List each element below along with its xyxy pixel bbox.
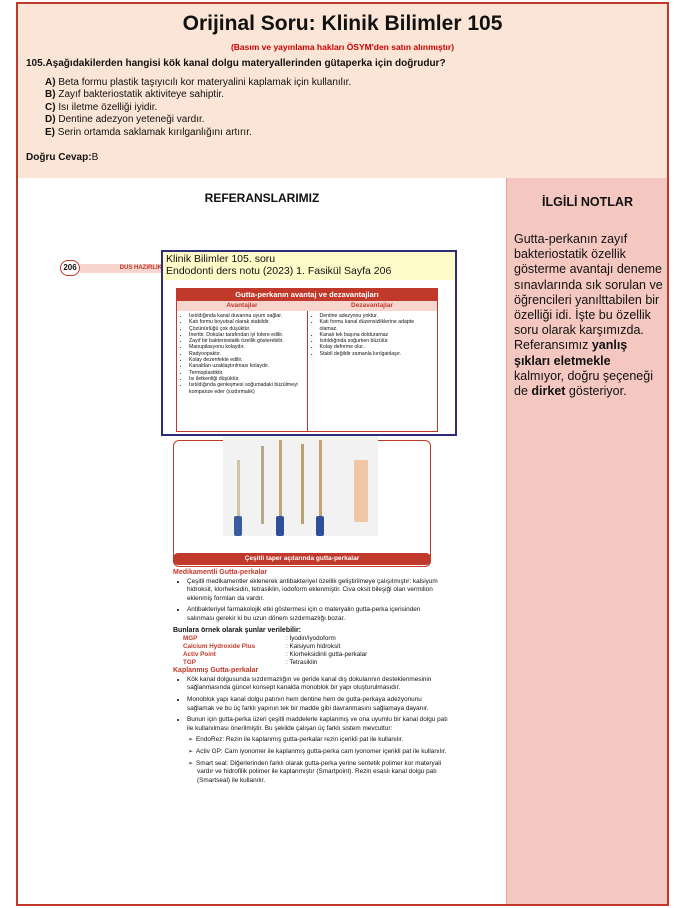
- source-highlight-box: [161, 250, 457, 436]
- notes-body: Gutta-perkanın zayıf bakteriostatik özellik gösterme avantajı deneme sınavlarında sık sorulan ve öğrencileri yanılttabilen bir özelliği idi. İşte bu özellik soru olarak karşımızda. Referansımız yanlış şıkları eletmekle kalmıyor, doğru şeçeneği de dirket gösteriyor.: [514, 232, 663, 399]
- source-label: [163, 252, 455, 280]
- list-item: • Kanalı tek başına dolduramaz: [320, 332, 434, 338]
- list-item: • Kolay dezenfekte edilir.: [189, 357, 303, 363]
- file-handle: [234, 516, 242, 536]
- coated-list: [173, 676, 448, 734]
- option-d: D) Dentine adezyon yeteneği vardır.: [45, 114, 205, 126]
- correct-answer: Doğru Cevap:B: [26, 152, 99, 163]
- list-item: • Bunun için gutta-perka üzeri çeşitli maddelerle kaplanmış ve ona uyumlu bir kanal dolgu patı ile kullanılması önerilmiştir. Bu şekilde çalışan üç farklı sistem mevcuttur:: [187, 716, 448, 733]
- list-item: ➢ Smart seal: Diğerlerinden farklı olarak gutta-perka yerine sentetik polimer kor materyali vardır ve hidrofilik polimer ile kaplanmıştır (Smartpoint). Rezin esaslı kanal dolgu patı (Smartseal) ile kullanılır.: [197, 760, 448, 786]
- list-item: • Çözünürlüğü çok düşüktür.: [189, 326, 303, 332]
- list-item: • Isıtıldığında genleşmesi soğumadaki büzülmeyi kompanze eder (sızdırmalık): [189, 382, 303, 395]
- coated-title: Kaplanmış Gutta-perkalar: [173, 667, 259, 675]
- list-item: • Katı formu boyutsal olarak stabildir.: [189, 319, 303, 325]
- list-item: ➢ Activ GP: Cam iyonomer ile kaplanmış gutta-perka cam iyonomer içerikli pat ile kullanılır.: [197, 748, 448, 757]
- option-list: [45, 77, 351, 139]
- examples-table: [183, 635, 448, 667]
- advantages-table: [176, 288, 438, 432]
- disadvantages-column-header: Dezavantajlar: [351, 302, 393, 309]
- list-item: • Monoblok yapı kanal dolgu patının hem dentine hem de gutta-perkaya adezyonunu sağlamak ve bu üç farklı yapının tek bir madde gibi davranmasını sağlamaya dayanır.: [187, 696, 448, 713]
- page-frame: [16, 2, 669, 906]
- example-key: MGP: [183, 635, 198, 643]
- notes-section: [506, 178, 667, 906]
- example-key: TGP: [183, 659, 196, 667]
- example-value: : İyodin/iyodoform: [286, 635, 336, 643]
- list-item: • Isıtıldığında soğurken büzülür.: [320, 338, 434, 344]
- advantages-table-title: Gutta-perkanın avantaj ve dezavantajları: [177, 289, 437, 301]
- option-b: B) Zayıf bakteriostatik aktiviteye sahiptir.: [45, 89, 224, 101]
- copyright-notice: (Basım ve yayınlama hakları ÖSYM'den satın alınmıştır): [230, 42, 455, 52]
- systems-list: [173, 736, 448, 785]
- list-item: • Katı formu kanal düzensizliklerine adapte olamaz.: [320, 319, 434, 332]
- option-a: A) Beta formu plastik taşıyıcılı kor materyalini kaplamak için kullanılır.: [45, 77, 352, 88]
- gutta-point: [301, 444, 304, 524]
- disadvantages-list: [307, 311, 438, 431]
- advantages-list: [177, 311, 307, 431]
- example-key: Calcium Hydroxide Plus: [183, 643, 256, 651]
- file-handle: [276, 516, 284, 536]
- option-c: C) Isı iletme özelliği iyidir.: [45, 101, 158, 113]
- question-title: Orijinal Soru: Klinik Bilimler 105: [182, 12, 503, 35]
- list-item: ➢ EndoRez: Rezin ile kaplanmış gutta-perkalar rezin içerikli pat ile kullanılır.: [197, 736, 448, 745]
- references-title: REFERANSLARIMIZ: [204, 191, 320, 205]
- list-item: • Radyoopaktır.: [189, 351, 303, 357]
- list-item: • Manupilasyonu kolaydır.: [189, 344, 303, 350]
- list-item: • Stabil değildir zamanla kırılganlaşır.: [320, 351, 434, 357]
- advantages-column-header: Avantajlar: [226, 302, 258, 309]
- source-line-1: Klinik Bilimler 105. soru: [166, 253, 276, 265]
- notes-title: İLGİLİ NOTLAR: [542, 195, 633, 209]
- gutta-point: [237, 460, 240, 524]
- example-value: : Klorheksidinli gutta-perkalar: [286, 651, 368, 659]
- example-value: : Tetrasiklin: [286, 659, 318, 667]
- examples-title: Bunlara örnek olarak şunlar verilebilir:: [173, 626, 301, 634]
- list-item: • Isı iletkenliği düşüktür.: [189, 376, 303, 382]
- gutta-point: [279, 440, 282, 524]
- book-page-header: DUS HAZIRLIK: [80, 264, 164, 273]
- list-item: • Zayıf bir bakteriostatik özellik gösterebilir.: [189, 338, 303, 344]
- gutta-percha-photo: [223, 436, 378, 536]
- question-section: [18, 4, 667, 178]
- list-item: • Isıtıldığında kanal duvarına uyum sağlar.: [189, 313, 303, 319]
- example-key: Activ Point: [183, 651, 216, 659]
- image-caption: Çeşitli taper açılarında gutta-perkalar: [173, 553, 431, 565]
- list-item: • Termoplastiktir.: [189, 370, 303, 376]
- medicated-list: [173, 578, 448, 624]
- gutta-point: [261, 446, 264, 524]
- list-item: • İnerttir. Dokular tarafından iyi tolere edilir.: [189, 332, 303, 338]
- references-section: [18, 178, 506, 906]
- example-value: : Kalsiyum hidroksit: [286, 643, 341, 651]
- medicated-title: Medikamentli Gutta-perkalar: [173, 569, 268, 576]
- gutta-cone: [354, 460, 368, 522]
- option-e: E) Serin ortamda saklamak kırılganlığını artırır.: [45, 126, 252, 138]
- gutta-point: [319, 440, 322, 524]
- medicated-section: [173, 569, 448, 788]
- book-page-number: 206: [60, 260, 80, 276]
- list-item: • Çeşitli medikamentler eklenerek antibakteriyel özellik geliştirilmeye çalışılmıştır: kalsiyum hidroksit, klorheksidin, tetrasiklin, iodoform eklenmiştir. Civa oksit bileşiği olan vermilion eklenmiş formları da vardır.: [187, 578, 448, 604]
- list-item: • Kolay deforme olur..: [320, 344, 434, 350]
- list-item: • Kök kanal dolgusunda sızdırmazlığın ve geride kanal dış dokularının desteklenmesinin sağlanmasında güncel konsept kanalda monoblok bir yapı oluşturulmasıdır.: [187, 676, 448, 693]
- list-item: • Dentine adezyonu yoktur.: [320, 313, 434, 319]
- question-stem: 105.Aşağıdakilerden hangisi kök kanal dolgu materyallerinden gütaperka için doğrudur?: [26, 58, 446, 69]
- file-handle: [316, 516, 324, 536]
- source-line-2: Endodonti ders notu (2023) 1. Fasikül Sayfa 206: [166, 265, 392, 277]
- list-item: • Antibakteriyel farmakolojik etki göstermesi için o materyalin gutta-perka içerisinden salınması gerekir ki bu uzun dönem sızdırmazlığı bozar.: [187, 606, 448, 623]
- list-item: • Kanaldan uzaklaştırılması kolaydır.: [189, 363, 303, 369]
